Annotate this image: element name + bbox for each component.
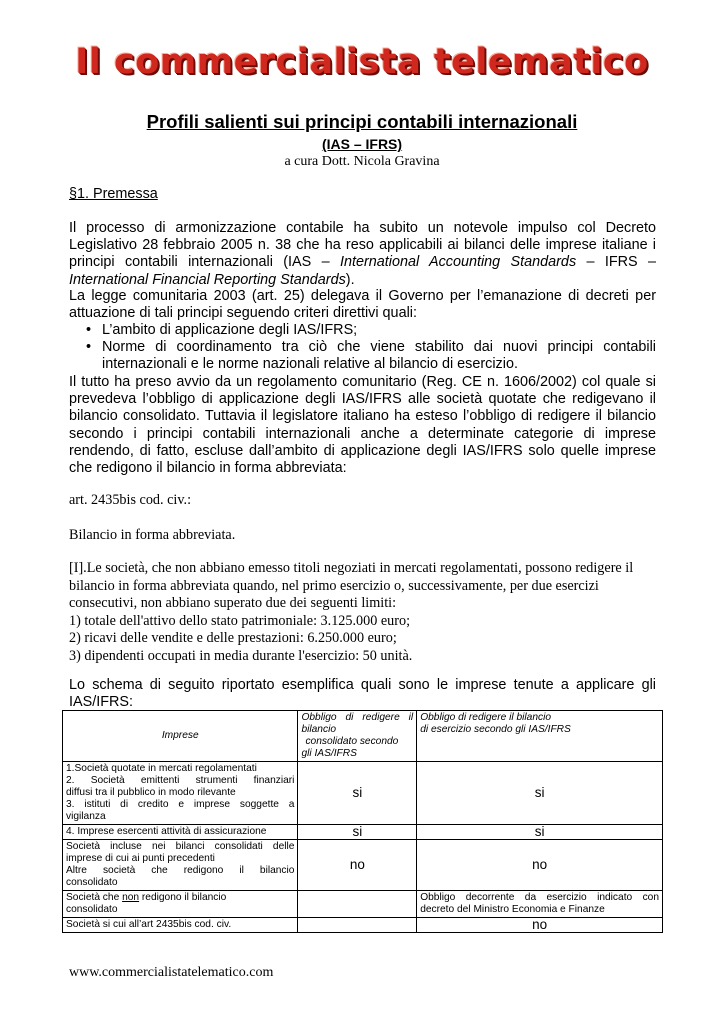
text-line: bilancio in forma abbreviata quando, nel primo esercizio o, successivamente, per due esercizi bbox=[69, 577, 599, 594]
text-line: bilancio consolidato. Tuttavia il legislatore italiano ha esteso l’obbligo di redigere il bilancio bbox=[69, 408, 656, 425]
table-intro bbox=[69, 677, 656, 711]
site-logo: Il commercialista telematico bbox=[75, 42, 649, 82]
text-line: attuazione di tali principi seguendo criteri direttivi quali: bbox=[69, 305, 417, 322]
table-cell-imprese: Società che non redigono il bilancio consolidato bbox=[63, 891, 298, 918]
table-cell-consolidato: si bbox=[298, 825, 417, 840]
table-cell-esercizio: no bbox=[417, 840, 663, 891]
article-reference: art. 2435bis cod. civ.: bbox=[69, 492, 192, 508]
text-line: Lo schema di seguito riportato esemplifica quali sono le imprese tenute a applicare gli bbox=[69, 677, 656, 693]
table-cell-imprese: Società incluse nei bilanci consolidati delle imprese di cui ai punti precedenti Altre società che redigono il bilancio consolidato bbox=[63, 840, 298, 891]
paragraph-intro bbox=[69, 220, 656, 289]
text-line: 2) ricavi delle vendite e delle prestazioni: 6.250.000 euro; bbox=[69, 630, 397, 646]
table-cell-imprese: Società si cui all’art 2435bis cod. civ. bbox=[63, 918, 298, 933]
table-cell-esercizio: si bbox=[417, 825, 663, 840]
text-line: rendendo, di fatto, escluse dall’ambito di applicazione degli IAS/IFRS solo quelle imprese bbox=[69, 442, 656, 459]
footer-url: www.commercialistatelematico.com bbox=[69, 965, 274, 980]
text-line: che redigono il bilancio in forma abbreviata: bbox=[69, 460, 347, 477]
text-line: 3) dipendenti occupati in media durante l'esercizio: 50 unità. bbox=[69, 647, 413, 664]
column-header-esercizio: Obbligo di redigere il bilancio di esercizio secondo gli IAS/IFRS bbox=[417, 711, 663, 762]
text-line: Legislativo 28 febbraio 2005 n. 38 che ha reso applicabili ai bilanci delle imprese italiane i bbox=[69, 237, 656, 254]
text-line: prevedeva l’obbligo di applicazione degli IAS/IFRS alle società quotate che redigevano il bbox=[69, 391, 656, 408]
table-cell-esercizio: Obbligo decorrente da esercizio indicato con decreto del Ministro Economia e Finanze bbox=[417, 891, 663, 918]
table-row bbox=[63, 891, 663, 918]
table-header-row bbox=[63, 711, 663, 762]
article-body bbox=[69, 560, 656, 665]
document-author: a cura Dott. Nicola Gravina bbox=[284, 154, 440, 169]
column-header-imprese: Imprese bbox=[63, 711, 298, 762]
paragraph-legge bbox=[69, 288, 656, 322]
text-line: Il processo di armonizzazione contabile ha subito un notevole impulso col Decreto bbox=[69, 220, 656, 236]
table-cell-esercizio: no bbox=[417, 918, 663, 933]
list-item: • Norme di coordinamento tra ciò che viene stabilito dai nuovi principi contabili internazionali e le norme nazionali relative al bilancio di esercizio. bbox=[86, 339, 656, 373]
table-cell-imprese: 1.Società quotate in mercati regolamentati 2. Società emittenti strumenti finanziari diffusi tra il pubblico in modo rilevante 3. istituti di credito e imprese soggette a vigilanza bbox=[63, 762, 298, 825]
text-line: secondo i principi contabili internazionali anche a determinate categorie di imprese bbox=[69, 425, 656, 442]
article-title: Bilancio in forma abbreviata. bbox=[69, 527, 236, 543]
text-line: IAS/IFRS: bbox=[69, 694, 133, 711]
text-line: principi contabili internazionali (IAS – International Accounting Standards – IFRS – bbox=[69, 254, 656, 271]
text-line: 1) totale dell'attivo dello stato patrimoniale: 3.125.000 euro; bbox=[69, 612, 411, 629]
bullet-icon: • bbox=[86, 322, 92, 338]
document-subtitle: (IAS – IFRS) bbox=[321, 136, 403, 152]
list-item: • L’ambito di applicazione degli IAS/IFRS; bbox=[86, 322, 358, 338]
paragraph-regolamento bbox=[69, 374, 656, 477]
bullet-icon: • bbox=[86, 339, 92, 356]
text-line: Il tutto ha preso avvio da un regolamento comunitario (Reg. CE n. 1606/2002) col quale si bbox=[69, 374, 656, 390]
column-header-consolidato: Obbligo di redigere il bilancio consolidato secondo gli IAS/IFRS bbox=[298, 711, 417, 762]
text-line: International Financial Reporting Standards). bbox=[69, 271, 355, 288]
table-cell-imprese: 4. Imprese esercenti attività di assicurazione bbox=[63, 825, 298, 840]
table-cell-esercizio: si bbox=[417, 762, 663, 825]
table-cell-consolidato bbox=[298, 918, 417, 933]
table-row bbox=[63, 762, 663, 825]
ias-ifrs-table bbox=[62, 710, 663, 933]
document-title: Profili salienti sui principi contabili internazionali bbox=[146, 111, 578, 132]
text-line: [I].Le società, che non abbiano emesso titoli negoziati in mercati regolamentati, possono redigere il bbox=[69, 560, 634, 576]
text-line: consecutivi, non abbiano superato due dei seguenti limiti: bbox=[69, 595, 397, 611]
table-cell-consolidato bbox=[298, 891, 417, 918]
table-cell-consolidato: no bbox=[298, 840, 417, 891]
table-row bbox=[63, 918, 663, 933]
section-heading: §1. Premessa bbox=[69, 186, 158, 202]
table-row bbox=[63, 840, 663, 891]
criteria-list bbox=[69, 322, 656, 374]
table-cell-consolidato: si bbox=[298, 762, 417, 825]
text-line: La legge comunitaria 2003 (art. 25) delegava il Governo per l’emanazione di decreti per bbox=[69, 288, 656, 304]
table-row bbox=[63, 825, 663, 840]
